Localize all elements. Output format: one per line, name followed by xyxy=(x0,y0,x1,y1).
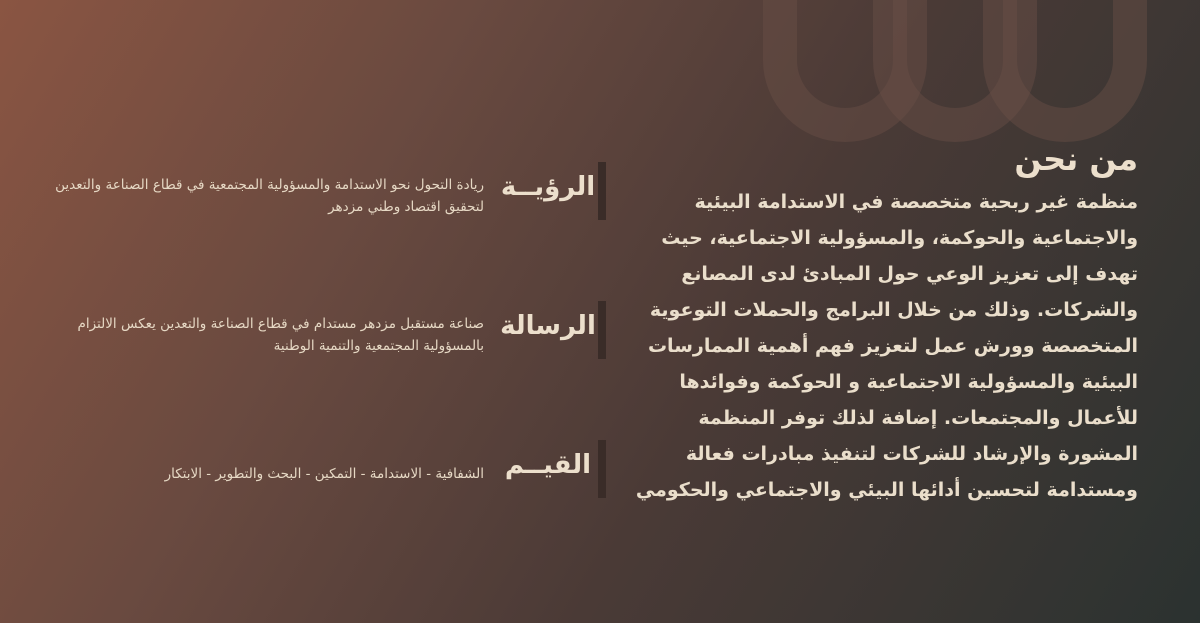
mission-item xyxy=(46,301,606,359)
about-section xyxy=(618,140,1138,508)
about-title: من نحن xyxy=(1014,140,1138,178)
vision-label: الرؤيــة xyxy=(500,172,596,202)
values-bar xyxy=(598,440,606,498)
vision-text: ريادة التحول نحو الاستدامة والمسؤولية المجتمعية في قطاع الصناعة والتعدين لتحقيق اقتصاد وطني مزدهر xyxy=(55,177,484,215)
mission-bar xyxy=(598,301,606,359)
values-item xyxy=(46,440,606,498)
vision-item xyxy=(46,162,606,220)
values-label: القيــم xyxy=(504,450,592,480)
about-body: منظمة غير ربحية متخصصة في الاستدامة البيئية والاجتماعية والحوكمة، والمسؤولية الاجتماعية، حيث تهدف إلى تعزيز الوعي حول المبادئ لدى المصانع والشركات. وذلك من خلال البرامج والحملات التوعوية المتخصصة وورش عمل لتعزيز فهم أهمية الممارسات البيئية والمسؤولية الاجتماعية و الحوكمة وفوائدها للأعمال والمجتمعات. إضافة لذلك توفر المنظمة المشورة والإرشاد للشركات لتنفيذ مبادرات فعالة ومستدامة لتحسين أدائها البيئي والاجتماعي والحكومي xyxy=(635,191,1138,502)
values-text: الشفافية - الاستدامة - التمكين - البحث والتطوير - الابتكار xyxy=(164,466,484,482)
mission-label: الرسالة xyxy=(500,311,596,341)
vision-bar xyxy=(598,162,606,220)
mission-text: صناعة مستقبل مزدهر مستدام في قطاع الصناعة والتعدين يعكس الالتزام بالمسؤولية المجتمعية والتنمية الوطنية xyxy=(77,316,484,354)
